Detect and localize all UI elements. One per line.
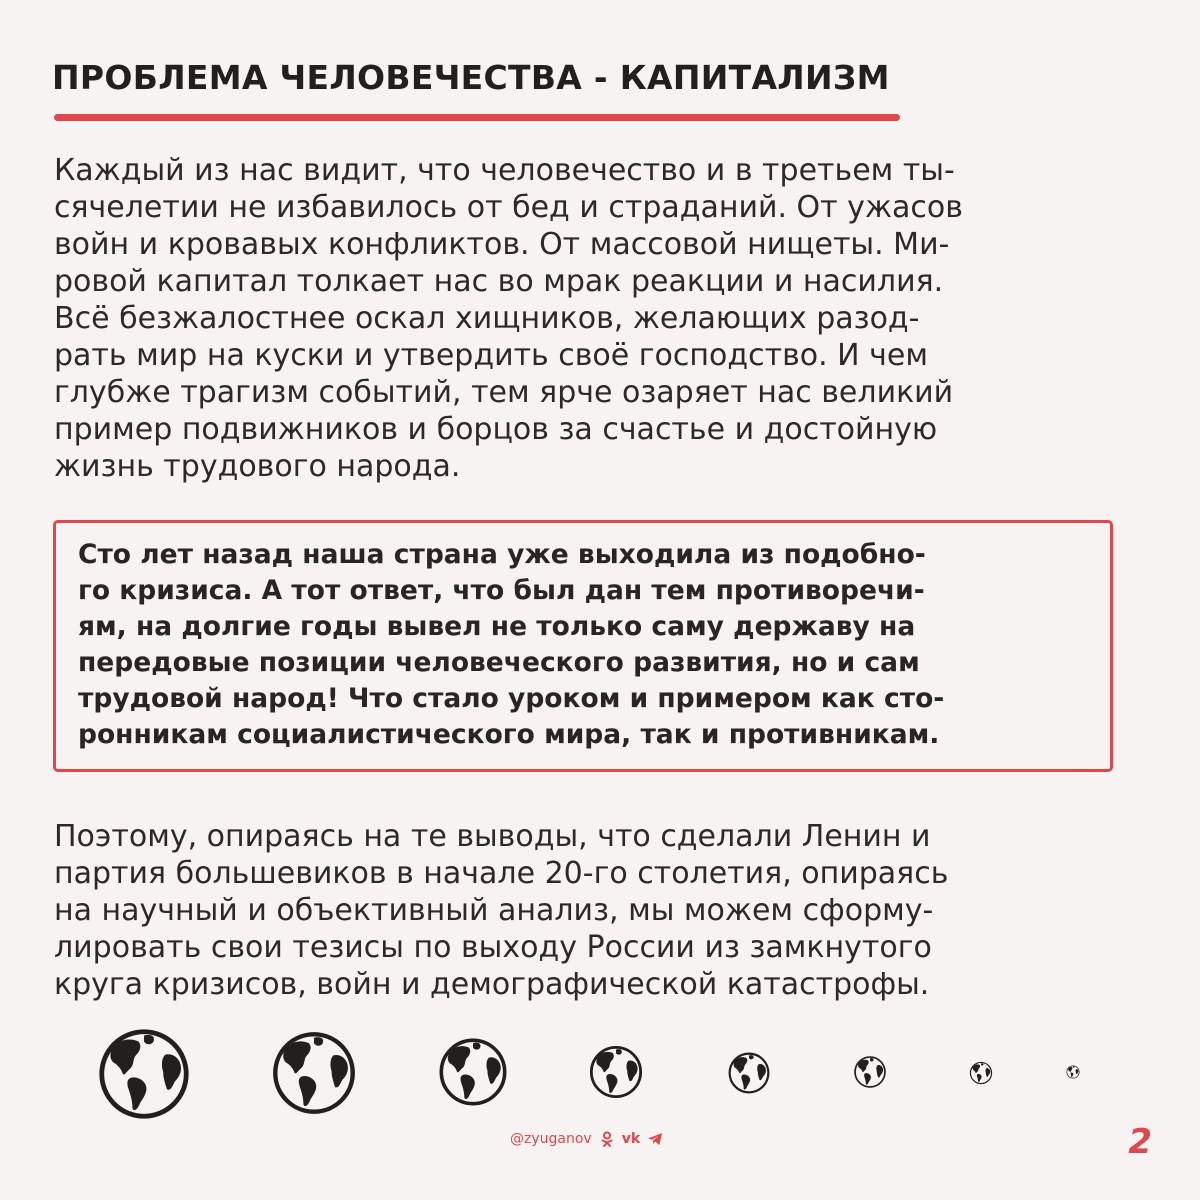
highlight-line: ям, на долгие годы вывел не только саму державу на [78,611,916,642]
footer-handle[interactable]: @zyuganov [510,1131,592,1147]
globe-icon [969,1061,993,1085]
highlight-line: ронникам социалистического мира, так и противникам. [78,719,940,750]
intro-paragraph [54,152,963,485]
paragraph-line: сячелетии не избавилось от бед и страданий. От ужасов [54,190,963,225]
highlight-line: трудовой народ! Что стало уроком и примером как сто- [78,683,945,714]
paragraph-line: на научный и объективный анализ, мы можем сформу- [54,893,934,928]
paragraph-line: круга кризисов, войн и демографической катастрофы. [54,967,930,1002]
paragraph-line: лировать свои тезисы по выходу России из замкнутого [54,930,932,965]
highlight-box [53,520,1113,772]
paragraph-line: пример подвижников и борцов за счастье и достойную [54,412,938,447]
paragraph-line: Всё безжалостнее оскал хищников, желающих разод- [54,301,920,336]
paragraph-line: войн и кровавых конфликтов. От массовой нищеты. Ми- [54,227,950,262]
globe-icon [727,1051,771,1095]
conclusion-paragraph [54,818,948,1003]
highlight-quote [78,537,944,753]
globe-icon [853,1055,887,1089]
paragraph-line: рать мир на куски и утвердить своё господство. И чем [54,338,928,373]
paragraph-line: Каждый из нас видит, что человечество и в третьем ты- [54,153,955,188]
page-number: 2 [1128,1122,1152,1162]
paragraph-line: Поэтому, опираясь на те выводы, что сделали Ленин и [54,819,931,854]
highlight-line: Сто лет назад наша страна уже выходила из подобно- [78,539,926,570]
paragraph-line: жизнь трудового народа. [54,449,461,484]
paragraph-line: глубже трагизм событий, тем ярче озаряет нас великий [54,375,954,410]
vk-icon[interactable]: vk [621,1131,641,1147]
paragraph-line: ровой капитал толкает нас во мрак реакции и насилия. [54,264,944,299]
odnoklassniki-icon[interactable] [599,1131,615,1147]
highlight-line: передовые позиции человеческого развития, но и сам [78,647,920,678]
globe-icon [437,1036,509,1108]
globe-row [0,1000,1200,1150]
highlight-line: го кризиса. А тот ответ, что был дан тем противоречи- [78,575,925,606]
telegram-icon[interactable] [647,1131,663,1147]
globe-icon [1066,1065,1080,1079]
globe-icon [96,1026,192,1122]
globe-icon [588,1044,644,1100]
paragraph-line: партия большевиков в начале 20-го столетия, опираясь [54,856,949,891]
footer-social [510,1131,663,1147]
page-title: ПРОБЛЕМА ЧЕЛОВЕЧЕСТВА - КАПИТАЛИЗМ [52,58,890,97]
globe-icon [270,1029,358,1117]
title-underline [54,114,900,121]
